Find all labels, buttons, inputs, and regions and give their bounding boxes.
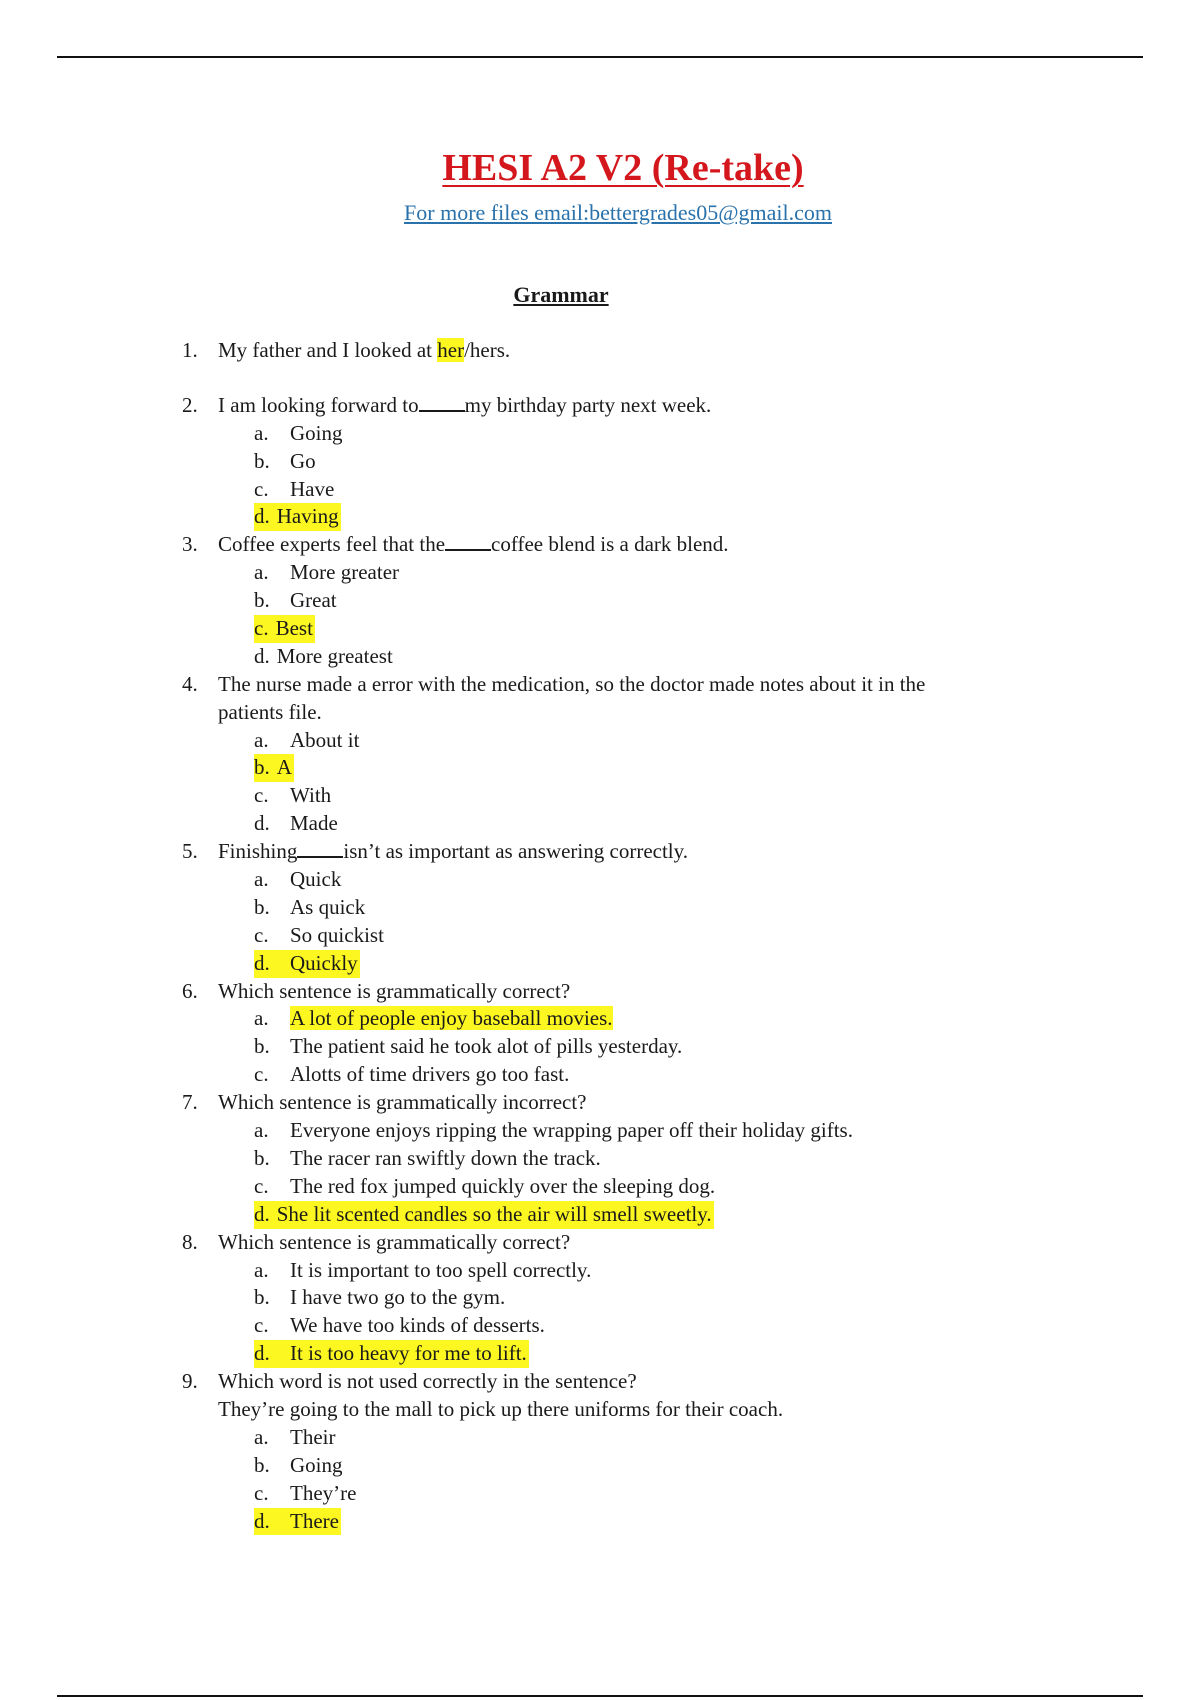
question-number: 6. xyxy=(182,978,198,1003)
option-b[interactable]: b. Going xyxy=(254,1452,343,1477)
option-b-answer[interactable]: b. A xyxy=(0,754,1200,782)
option-a[interactable]: a. Everyone enjoys ripping the wrapping paper off their holiday gifts. xyxy=(254,1118,853,1143)
question-text-continued: patients file. xyxy=(218,699,322,724)
document-title: HESI A2 V2 (Re-take) xyxy=(442,147,804,189)
answer-highlight: her xyxy=(437,338,465,362)
question-number: 8. xyxy=(182,1229,198,1254)
option-a[interactable]: a. About it xyxy=(254,727,360,752)
option-c[interactable]: c. The red fox jumped quickly over the sleeping dog. xyxy=(254,1173,716,1198)
question-number: 4. xyxy=(182,671,198,696)
question-number: 7. xyxy=(182,1090,198,1115)
option-d[interactable]: d. More greatest xyxy=(254,643,393,668)
option-d-answer[interactable]: d. Quickly xyxy=(0,950,1200,978)
question-number: 1. xyxy=(182,338,198,362)
option-d-answer[interactable]: d. She lit scented candles so the air will smell sweetly. xyxy=(0,1201,1200,1229)
question-text: My father and I looked at her/hers. xyxy=(218,338,511,362)
question-3 xyxy=(0,531,1200,670)
bottom-rule xyxy=(57,1695,1143,1697)
question-text: Which sentence is grammatically incorrect? xyxy=(218,1090,587,1115)
top-rule xyxy=(57,56,1143,58)
option-d-answer[interactable]: d. It is too heavy for me to lift. xyxy=(0,1340,1200,1368)
option-b[interactable]: b. Great xyxy=(254,588,337,613)
option-c[interactable]: c. Alotts of time drivers go too fast. xyxy=(254,1062,570,1087)
question-text: Finishing isn’t as important as answering correctly. xyxy=(218,839,689,864)
option-d-answer[interactable]: d. There xyxy=(0,1508,1200,1536)
option-c[interactable]: c. With xyxy=(254,783,332,808)
answer-blank xyxy=(419,394,465,412)
option-a[interactable]: a. It is important to too spell correctly. xyxy=(254,1257,592,1282)
question-number: 9. xyxy=(182,1369,198,1394)
question-8 xyxy=(0,1229,1200,1368)
option-b[interactable]: b. The racer ran swiftly down the track. xyxy=(254,1145,601,1170)
answer-blank xyxy=(445,533,491,551)
option-a[interactable]: a. Going xyxy=(254,420,343,445)
option-a[interactable]: a. Their xyxy=(254,1424,336,1449)
option-d[interactable]: d. Made xyxy=(254,811,338,836)
question-4 xyxy=(0,671,1200,838)
option-b[interactable]: b. As quick xyxy=(254,894,366,919)
question-5 xyxy=(0,838,1200,977)
question-text: Which sentence is grammatically correct? xyxy=(218,1229,571,1254)
answer-blank xyxy=(297,840,343,858)
question-list xyxy=(0,337,1200,1535)
question-number: 2. xyxy=(182,392,198,417)
option-c[interactable]: c. Have xyxy=(254,476,335,501)
email-link[interactable]: For more files email:bettergrades05@gmail.com xyxy=(404,200,832,225)
option-b[interactable]: b. I have two go to the gym. xyxy=(254,1285,506,1310)
option-c[interactable]: c. They’re xyxy=(254,1480,357,1505)
question-number: 3. xyxy=(182,532,198,557)
option-c[interactable]: c. So quickist xyxy=(254,922,384,947)
question-text: The nurse made a error with the medication, so the doctor made notes about it in the xyxy=(218,671,926,696)
section-heading: Grammar xyxy=(513,282,609,307)
question-9 xyxy=(0,1368,1200,1535)
option-c[interactable]: c. We have too kinds of desserts. xyxy=(254,1313,545,1338)
question-text: Which word is not used correctly in the sentence? xyxy=(218,1369,637,1394)
option-b[interactable]: b. The patient said he took alot of pills yesterday. xyxy=(254,1034,683,1059)
question-7 xyxy=(0,1089,1200,1228)
question-text: Coffee experts feel that the coffee blend is a dark blend. xyxy=(218,532,729,557)
option-a[interactable]: a. More greater xyxy=(254,560,400,585)
question-number: 5. xyxy=(182,839,198,864)
option-c-answer[interactable]: c. Best xyxy=(0,615,1200,643)
question-text: I am looking forward to my birthday party next week. xyxy=(218,392,712,417)
question-sentence: They’re going to the mall to pick up there uniforms for their coach. xyxy=(218,1396,784,1421)
option-a[interactable]: a. Quick xyxy=(254,867,342,892)
question-2 xyxy=(0,392,1200,531)
option-a-answer[interactable]: a. A lot of people enjoy baseball movies. xyxy=(254,1006,613,1031)
question-1 xyxy=(0,337,1200,365)
question-text: Which sentence is grammatically correct? xyxy=(218,978,571,1003)
option-b[interactable]: b. Go xyxy=(254,448,316,473)
question-6 xyxy=(0,978,1200,1090)
option-d-answer[interactable]: d. Having xyxy=(0,503,1200,531)
